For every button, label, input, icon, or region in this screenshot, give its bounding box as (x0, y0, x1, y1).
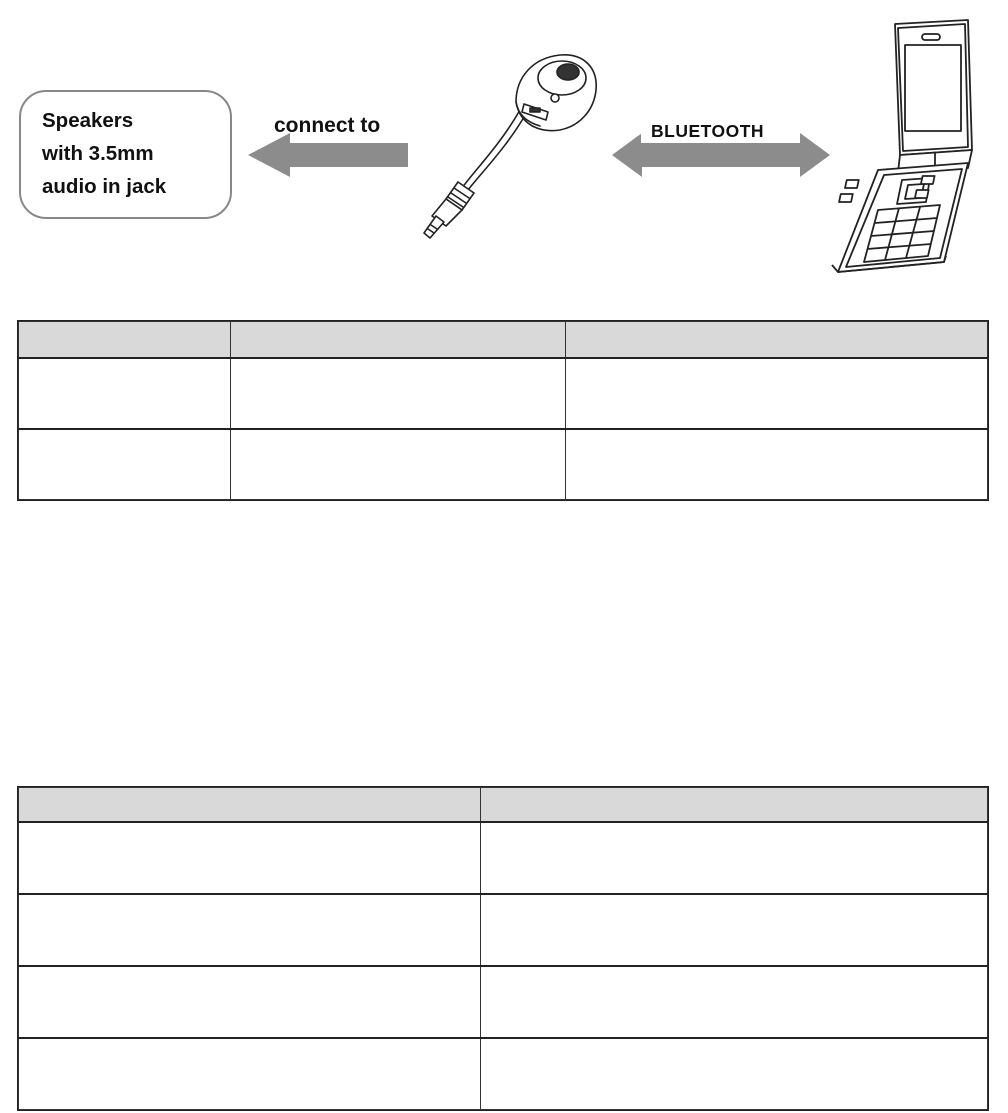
table-cell (480, 894, 987, 966)
speakers-line-3: audio in jack (42, 175, 167, 198)
table-cell (230, 358, 566, 429)
connect-arrow (248, 114, 408, 177)
bluetooth-label: BLUETOOTH (651, 121, 765, 141)
table-row (19, 429, 988, 500)
table-row (19, 894, 988, 966)
header-cell (230, 322, 566, 359)
table-row (19, 358, 988, 429)
table-cell (19, 822, 481, 894)
speakers-line-2: with 3.5mm (42, 142, 154, 165)
bluetooth-receiver-icon (424, 55, 596, 238)
table-header-row (19, 788, 988, 823)
speakers-line-1: Speakers (42, 109, 134, 132)
header-cell (19, 788, 481, 823)
bluetooth-arrow (612, 115, 830, 177)
speakers-box (20, 91, 231, 218)
table-row (19, 966, 988, 1038)
header-cell (480, 788, 987, 823)
flip-phone-icon (832, 20, 972, 272)
header-cell (566, 322, 988, 359)
table-cell (230, 429, 566, 500)
table-cell (19, 429, 231, 500)
table-cell (566, 358, 988, 429)
table-1 (18, 321, 988, 500)
table-cell (19, 966, 481, 1038)
table-cell (19, 1038, 481, 1110)
table-row (19, 1038, 988, 1110)
table-cell (480, 966, 987, 1038)
table-row (19, 822, 988, 894)
connect-to-label: connect to (274, 114, 381, 137)
table-cell (19, 894, 481, 966)
header-cell (19, 322, 231, 359)
table-cell (566, 429, 988, 500)
table-cell (480, 1038, 987, 1110)
table-cell (480, 822, 987, 894)
table-2 (18, 787, 988, 1110)
connection-diagram (0, 0, 1008, 290)
table-header-row (19, 322, 988, 359)
table-cell (19, 358, 231, 429)
